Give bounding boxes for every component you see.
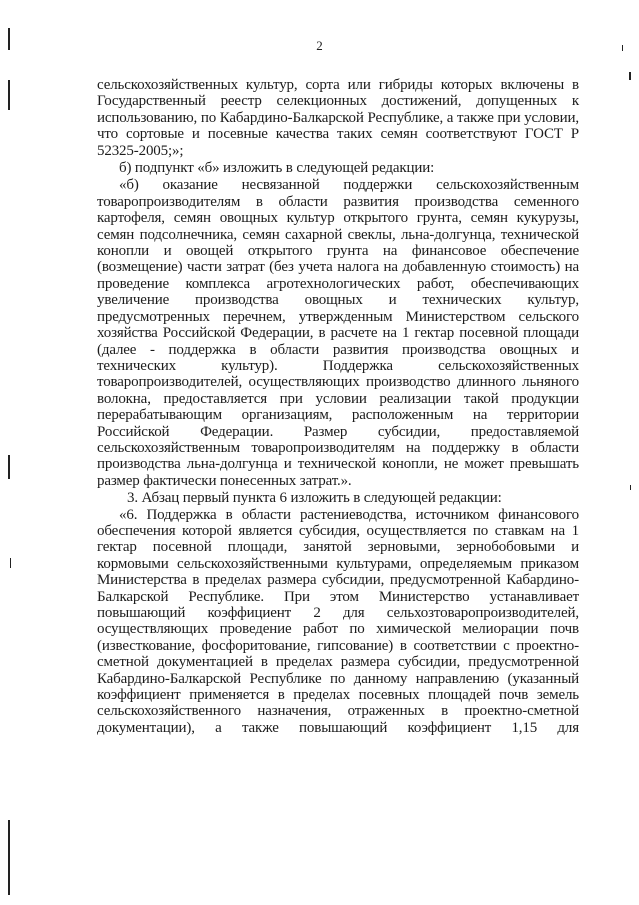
document-body	[97, 77, 579, 736]
scan-edge-mark	[10, 558, 11, 568]
paragraph-subpoint-b-intro: б) подпункт «б» изложить в следующей редакции:	[119, 160, 435, 177]
paragraph-subpoint-b-text: «б) оказание несвязанной поддержки сельскохозяйственным товаропроизводителям в области развития производства семенного картофеля, семян овощных культур открытого грунта, семян кукурузы, семян подсолнечника, семян сахарной свеклы, льна-долгунца, технической конопли и овощей открытого грунта на финансовое обеспечение (возмещение) части затрат (без учета налога на добавленную стоимость) на проведение комплекса агротехнологических работ, обеспечивающих увеличение производства овощных и технических культур, предусмотренных перечнем, утвержденным Министерством сельского хозяйства Российской Федерации, в расчете на 1 гектар посевной площади (далее - поддержка в области развития производства овощных и технических культур). Поддержка сельскохозяйственных товаропроизводителей, осуществляющих производство длинного льняного волокна, предоставляется при условии реализации такой продукции перерабатывающим организациям, расположенным на территории Российской Федерации. Размер субсидии, предоставляемой сельскохозяйственным товаропроизводителям на поддержку в области производства льна-долгунца и технической конопли, не может превышать размер фактически понесенных затрат.».	[97, 177, 579, 489]
paragraph-continued-seeds: сельскохозяйственных культур, сорта или гибриды которых включены в Государственный реестр селекционных достижений, допущенных к использованию, по Кабардино-Балкарской Республике, а также при условии, что сортовые и посевные качества таких семян соответствуют ГОСТ Р 52325-2005;»;	[97, 77, 579, 159]
scan-edge-mark	[630, 485, 631, 490]
scan-edge-mark	[8, 455, 10, 479]
scan-edge-mark	[629, 72, 631, 80]
scan-edge-mark	[8, 28, 10, 50]
scan-edge-mark	[622, 45, 623, 51]
scan-edge-mark	[8, 80, 10, 110]
scan-edge-mark	[8, 820, 10, 895]
paragraph-point-6-text: «6. Поддержка в области растениеводства, источником финансового обеспечения которой является субсидия, осуществляется по ставкам на 1 гектар посевной площади, занятой зерновыми, зернобобовыми и кормовыми сельскохозяйственными культурами, определяемым приказом Министерства в пределах размера субсидии, предусмотренной Кабардино-Балкарской Республике. При этом Министерство устанавливает повышающий коэффициент 2 для сельхозтоваропроизводителей, осуществляющих проведение работ по химической мелиорации почв (известкование, фосфоритование, гипсование) в соответствии с проектно-сметной документацией в пределах размера субсидии, предусмотренной Кабардино-Балкарской Республике по данному направлению (указанный коэффициент применяется в пределах посевных площадей почв земель сельскохозяйственного назначения, отраженных в проектно-сметной документации), а также повышающий коэффициент 1,15 для	[97, 506, 579, 736]
paragraph-point-3: 3. Абзац первый пункта 6 изложить в следующей редакции:	[127, 490, 502, 507]
page-number: 2	[316, 38, 323, 53]
